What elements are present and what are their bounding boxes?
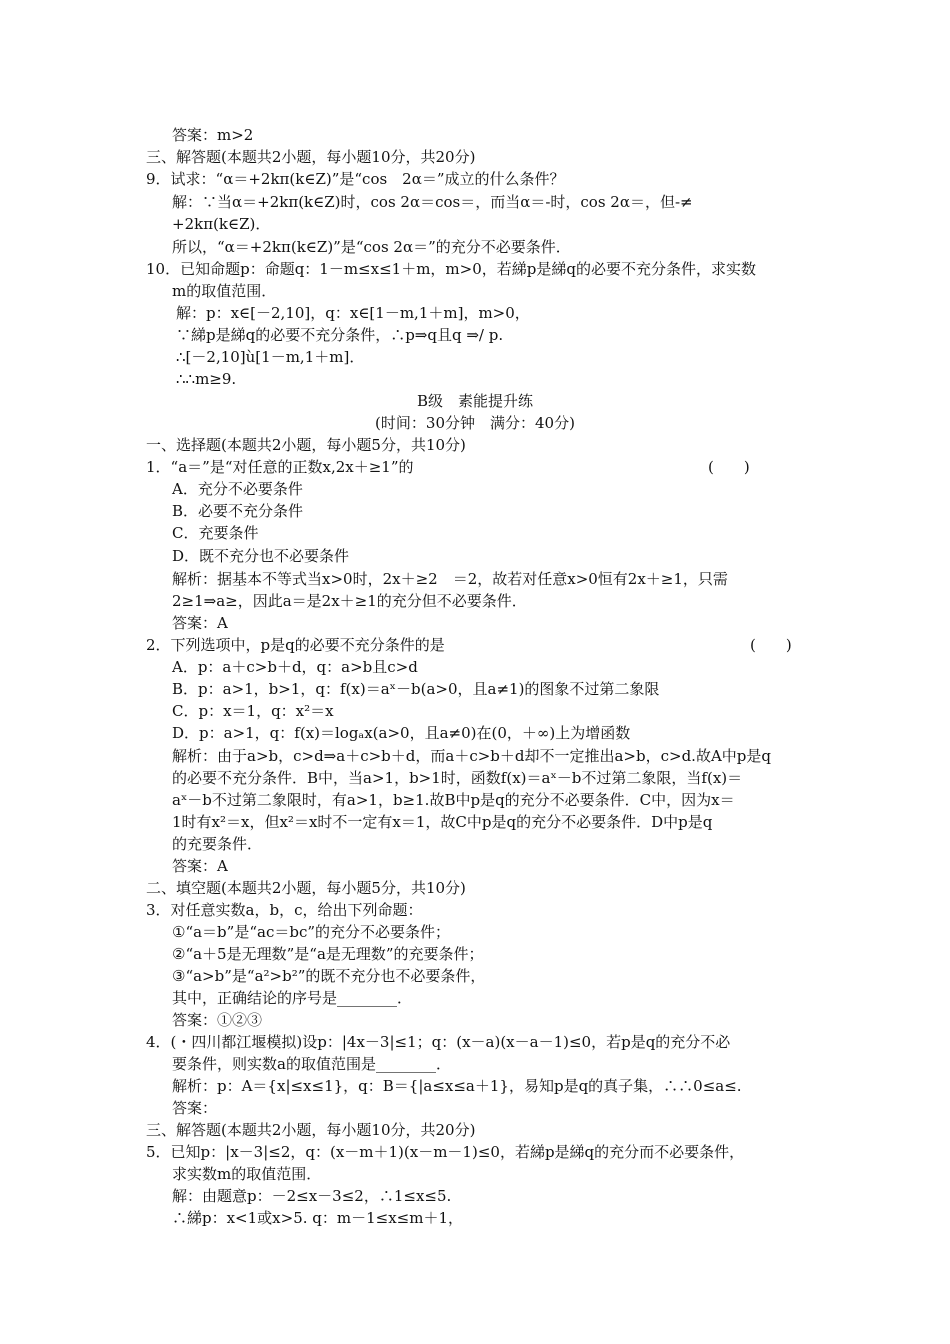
- analysis-line: 解析：p：A＝{x|≤x≤1}，q：B＝{|a≤x≤a＋1}，易知p是q的真子集，∴∴0≤a≤.: [172, 1077, 742, 1095]
- analysis-line: 2≥1⇒a≥，因此a＝是2x＋≥1的充分但不必要条件．: [172, 592, 527, 610]
- question-4-cont: 要条件，则实数a的取值范围是________．: [172, 1055, 451, 1073]
- solution-line: +2kπ(k∈Z)．: [172, 215, 271, 233]
- analysis-line: 的必要不充分条件．B中，当a>1，b>1时，函数f(x)＝aˣ－b不过第二象限，当f(x)＝: [172, 769, 743, 787]
- question-10-cont: m的取值范围．: [172, 282, 277, 300]
- option-b: B．必要不充分条件: [172, 502, 304, 520]
- question-3: 3．对任意实数a，b，c，给出下列命题：: [146, 901, 423, 919]
- answer-line: 答案：A: [172, 857, 228, 875]
- option-d: D．既不充分也不必要条件: [172, 547, 350, 565]
- analysis-line: 的充要条件．: [172, 835, 263, 853]
- solution-line: ∴綈p：x<1或x>5. q：m－1≤x≤m＋1，: [172, 1209, 464, 1227]
- section-heading: 二、填空题(本题共2小题，每小题5分，共10分): [146, 879, 466, 897]
- question-9: 9．试求：“α＝+2kπ(k∈Z)”是“cos 2α＝”成立的什么条件？: [146, 170, 565, 188]
- question-5-cont: 求实数m的取值范围．: [172, 1165, 322, 1183]
- option-d: D．p：a>1，q：f(x)＝logₐx(a>0，且a≠0)在(0，＋∞)上为增函数: [172, 724, 631, 742]
- answer-line: 答案：①②③: [172, 1011, 263, 1029]
- solution-line: 所以，“α＝+2kπ(k∈Z)”是“cos 2α＝”的充分不必要条件．: [172, 238, 571, 256]
- question-4: 4．(・四川都江堰模拟)设p：|4x－3|≤1；q：(x－a)(x－a－1)≤0，若p是q的充分不必: [146, 1033, 731, 1051]
- option-b: B．p：a>1，b>1，q：f(x)＝aˣ－b(a>0，且a≠1)的图象不过第二象限: [172, 680, 660, 698]
- section-heading: 一、选择题(本题共2小题，每小题5分，共10分): [146, 436, 466, 454]
- statement-2: ②“a＋5是无理数”是“a是无理数”的充要条件；: [172, 945, 484, 963]
- question-5: 5．已知p：|x－3|≤2，q：(x－m＋1)(x－m－1)≤0，若綈p是綈q的充分而不必要条件，: [146, 1143, 745, 1161]
- solution-line: 解：由题意p：－2≤x－3≤2，∴1≤x≤5.: [172, 1187, 452, 1205]
- section-heading: 三、解答题(本题共2小题，每小题10分，共20分): [146, 148, 476, 166]
- question-2: 2．下列选项中，p是q的必要不充分条件的是: [146, 636, 445, 654]
- question-10: 10．已知命题p：命题q：1－m≤x≤1＋m，m>0，若綈p是綈q的必要不充分条件，求实数: [146, 260, 756, 278]
- analysis-line: 1时有x²＝x，但x²＝x时不一定有x＝1，故C中p是q的充分不必要条件．D中p是q: [172, 813, 713, 831]
- answer-paren: ( ): [750, 636, 792, 654]
- solution-line: 解：∵当α＝+2kπ(k∈Z)时，cos 2α＝cos＝，而当α＝-时，cos 2α＝，但-≠: [172, 193, 693, 211]
- statement-3: ③“a>b”是“a²>b²”的既不充分也不必要条件，: [172, 967, 486, 985]
- answer-line: 答案：A: [172, 614, 228, 632]
- question-3-blank: 其中，正确结论的序号是________．: [172, 989, 413, 1007]
- option-a: A．p：a＋c>b＋d，q：a>b且c>d: [172, 658, 418, 676]
- analysis-line: 解析：据基本不等式当x>0时，2x＋≥2 ＝2，故若对任意x>0恒有2x＋≥1，只需: [172, 570, 728, 588]
- statement-1: ①“a＝b”是“ac＝bc”的充分不必要条件；: [172, 923, 451, 941]
- answer-line: 答案：m>2: [172, 126, 254, 144]
- question-1: 1．“a＝”是“对任意的正数x,2x＋≥1”的: [146, 458, 414, 476]
- solution-line: ∵綈p是綈q的必要不充分条件，∴p⇒q且q ⇒/ p.: [176, 326, 504, 344]
- option-c: C．p：x＝1，q：x²＝x: [172, 702, 334, 720]
- option-a: A．充分不必要条件: [172, 480, 303, 498]
- option-c: C．充要条件: [172, 524, 259, 542]
- solution-line: ∴[－2,10]ù[1－m,1＋m]．: [176, 348, 365, 366]
- analysis-line: 解析：由于a>b，c>d⇒a＋c>b＋d，而a＋c>b＋d却不一定推出a>b，c>d.故A中p是q: [172, 747, 771, 765]
- analysis-line: aˣ－b不过第二象限时，有a>1，b≥1.故B中p是q的充分不必要条件．C中，因为x＝: [172, 791, 735, 809]
- solution-line: 解：p：x∈[－2,10]，q：x∈[1－m,1＋m]，m>0，: [176, 304, 530, 322]
- solution-line: ∴∴m≥9.: [176, 370, 237, 388]
- answer-paren: ( ): [708, 458, 750, 476]
- level-subtitle: (时间：30分钟 满分：40分): [375, 414, 575, 432]
- answer-line: 答案：: [172, 1099, 218, 1117]
- level-title: B级 素能提升练: [416, 392, 534, 410]
- section-heading: 三、解答题(本题共2小题，每小题10分，共20分): [146, 1121, 476, 1139]
